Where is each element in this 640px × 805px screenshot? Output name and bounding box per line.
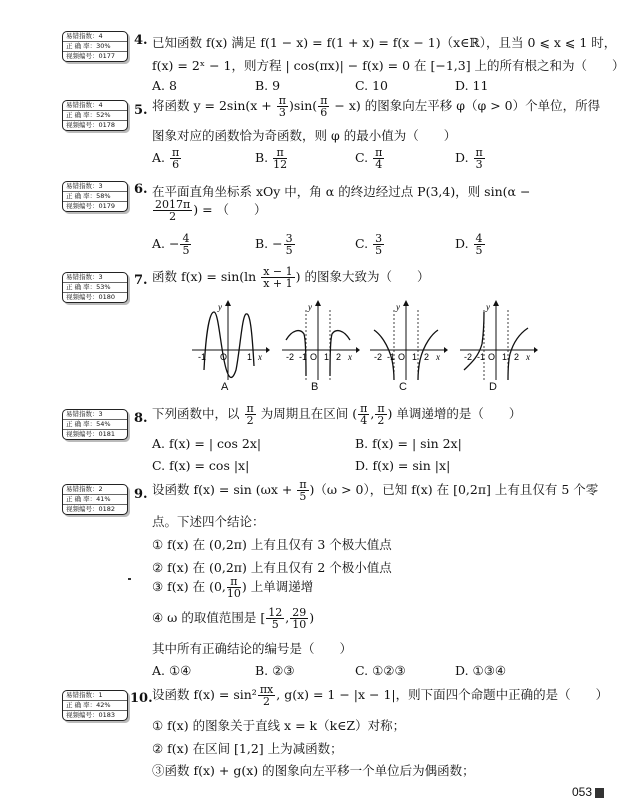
option-b: B. f(x) = | sin 2x|	[355, 436, 462, 451]
option-b: B. 9	[255, 78, 281, 93]
graph-b	[280, 300, 360, 382]
question-text: $\frac{2017\pi}{2}$ ) = （ ）	[155, 198, 267, 223]
option-a: A. f(x) = | cos 2x|	[152, 436, 262, 451]
graph-label-c: C	[399, 381, 407, 393]
statement-2: ② f(x) 在 (0,2π) 上有且仅有 2 个极小值点	[152, 560, 392, 575]
option-a: A. 8	[152, 78, 177, 93]
statement-3: ③ f(x) 在 (0, $\frac{\pi}{10}$ ) 上单调递增	[152, 575, 314, 600]
question-number: 7.	[134, 273, 148, 288]
statement-2: ② f(x) 在区间 [1,2] 上为减函数；	[152, 741, 343, 756]
option-d: D. $\frac{\pi}{3}$	[455, 146, 483, 171]
question-text: 在平面直角坐标系 xOy 中，角 α 的终边经过点 P(3,4)，则 sin(α −	[152, 184, 531, 199]
option-c: C. f(x) = cos |x|	[152, 458, 250, 473]
svg-text:2: 2	[514, 352, 520, 362]
svg-text:-1: -1	[387, 352, 396, 362]
question-text: 点。下述四个结论：	[152, 514, 265, 529]
svg-text:-1: -1	[198, 352, 207, 362]
svg-text:1: 1	[502, 352, 508, 362]
question-text: 下列函数中，以 $\frac{\pi}{2}$ 为周期且在区间 ( $\frac{\pi}{4}$ , $\frac{\pi}{2}$ ) 单调递增的是（ ）	[152, 402, 522, 427]
question-text: 图象对应的函数恰为奇函数，则 φ 的最小值为（ ）	[152, 128, 457, 143]
svg-text:x: x	[436, 352, 440, 362]
graph-d	[458, 300, 538, 382]
stats-badge: 易错指数：4 正 确 率：30% 视频编号：0177	[62, 31, 128, 62]
stats-badge: 易错指数：1 正 确 率：42% 视频编号：0183	[62, 690, 128, 721]
option-c: C. $\frac{3}{5}$	[355, 232, 383, 257]
svg-text:1: 1	[324, 352, 330, 362]
option-a: A. − $\frac{4}{5}$	[152, 232, 190, 257]
question-number: 10.	[130, 691, 153, 706]
question-number: 6.	[134, 182, 148, 197]
option-c: C. 10	[355, 78, 388, 93]
svg-text:O: O	[220, 352, 228, 362]
question-text: 已知函数 f(x) 满足 f(1 − x) = f(1 + x) = f(x − 1)（x∈ℝ），且当 0 ⩽ x ⩽ 1 时，	[152, 35, 617, 50]
option-d: D. f(x) = sin |x|	[355, 458, 451, 473]
question-text: 设函数 f(x) = sin (ωx + $\frac{\pi}{5}$ )（ω > 0），已知 f(x) 在 [0,2π] 上有且仅有 5 个零	[152, 478, 599, 503]
svg-text:1: 1	[412, 352, 418, 362]
option-d: D. 11	[455, 78, 489, 93]
stats-badge: 易错指数：3 正 确 率：54% 视频编号：0181	[62, 409, 128, 440]
svg-text:O: O	[488, 352, 496, 362]
question-text: 其中所有正确结论的编号是（ ）	[152, 641, 353, 656]
svg-text:-1: -1	[477, 352, 486, 362]
question-number: 8.	[134, 411, 148, 426]
scan-mark	[128, 578, 131, 580]
svg-text:y: y	[308, 302, 312, 312]
page-number: 053	[572, 785, 604, 799]
graph-label-a: A	[221, 381, 229, 393]
stats-badge: 易错指数：3 正 确 率：58% 视频编号：0179	[62, 181, 128, 212]
stats-badge: 易错指数：3 正 确 率：53% 视频编号：0180	[62, 272, 128, 303]
statement-3: ③函数 f(x) + g(x) 的图象向左平移一个单位后为偶函数；	[152, 763, 475, 778]
option-d: D. $\frac{4}{5}$	[455, 232, 483, 257]
stats-badge: 易错指数：4 正 确 率：52% 视频编号：0178	[62, 100, 128, 131]
option-b: B. − $\frac{3}{5}$	[255, 232, 293, 257]
svg-text:x: x	[526, 352, 530, 362]
question-text: 设函数 f(x) = sin² $\frac{\pi x}{2}$ , g(x) = 1 − |x − 1|，则下面四个命题中正确的是（ ）	[152, 683, 609, 708]
question-number: 9.	[134, 487, 148, 502]
page-marker-icon	[595, 788, 604, 798]
question-text: 函数 f(x) = sin(ln $\frac{x - 1}{x + 1}$ ) 的图象大致为（ ）	[152, 265, 430, 290]
option-a: A. ①④	[152, 663, 192, 678]
svg-text:-1: -1	[299, 352, 308, 362]
graph-c	[368, 300, 448, 382]
graph-label-d: D	[489, 381, 497, 393]
svg-text:y: y	[218, 302, 222, 312]
svg-text:O: O	[398, 352, 406, 362]
svg-text:-2: -2	[464, 352, 473, 362]
option-b: B. $\frac{\pi}{12}$	[255, 146, 288, 171]
svg-text:2: 2	[336, 352, 342, 362]
statement-4: ④ ω 的取值范围是 [ $\frac{12}{5}$ , $\frac{29}{10}$ )	[152, 606, 315, 631]
svg-text:y: y	[396, 302, 400, 312]
svg-text:-2: -2	[286, 352, 295, 362]
graph-a	[190, 300, 270, 382]
option-a: A. $\frac{\pi}{6}$	[152, 146, 180, 171]
question-text: 将函数 y = 2sin(x + $\frac{\pi}{3}$ )sin( $\frac{\pi}{6}$ − x) 的图象向左平移 φ（φ > 0）个单位，所得	[152, 94, 601, 119]
question-number: 4.	[134, 33, 148, 48]
graph-label-b: B	[311, 381, 319, 393]
svg-text:1: 1	[247, 352, 253, 362]
statement-1: ① f(x) 的图象关于直线 x = k（k∈Z）对称；	[152, 718, 406, 733]
option-c: C. ①②③	[355, 663, 406, 678]
svg-text:x: x	[258, 352, 262, 362]
question-number: 5.	[134, 103, 148, 118]
svg-text:O: O	[310, 352, 318, 362]
option-b: B. ②③	[255, 663, 295, 678]
svg-text:-2: -2	[374, 352, 383, 362]
stats-badge: 易错指数：2 正 确 率：41% 视频编号：0182	[62, 484, 128, 515]
option-d: D. ①③④	[455, 663, 507, 678]
svg-text:y: y	[486, 302, 490, 312]
question-text: f(x) = 2ˣ − 1，则方程 | cos(πx)| − f(x) = 0 在 [−1,3] 上的所有根之和为（ ）	[152, 58, 625, 73]
option-c: C. $\frac{\pi}{4}$	[355, 146, 383, 171]
statement-1: ① f(x) 在 (0,2π) 上有且仅有 3 个极大值点	[152, 537, 392, 552]
svg-text:2: 2	[424, 352, 430, 362]
svg-text:x: x	[348, 352, 352, 362]
